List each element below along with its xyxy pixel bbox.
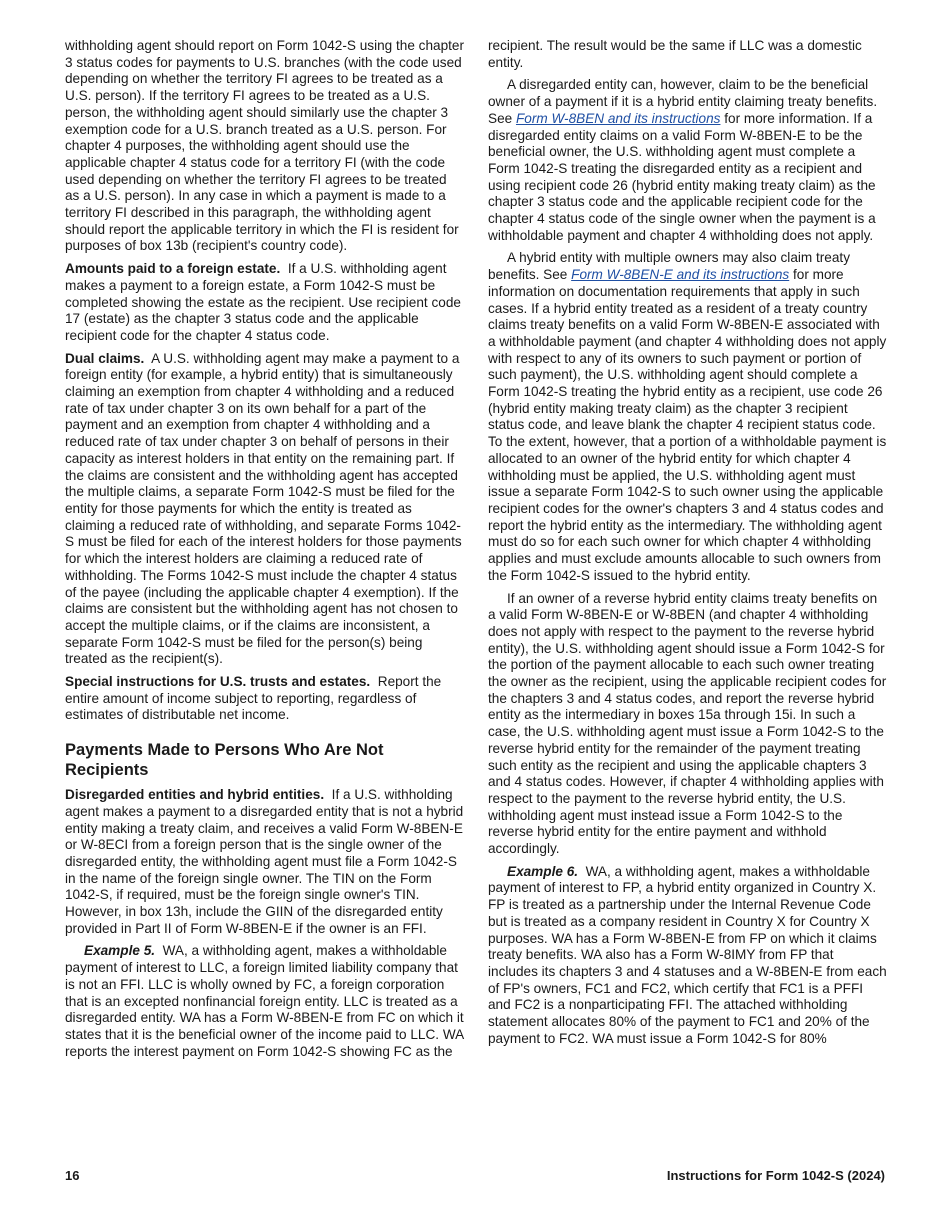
example-5-text: WA, a withholding agent, makes a withholdable payment of interest to LLC, a foreign limited liability company that is not an FFI. LLC is wholly owned by FC, a foreign corporation that is an excepted nonfinancial foreign entity. LLC is treated as a disregarded entity. WA has a Form W-8BEN-E from FC on which it states that it is the beneficial owner of the income paid to LLC. WA reports the interest payment on Form 1042-S showing FC as the bbox=[65, 943, 464, 1059]
disregarded-entities-paragraph bbox=[65, 787, 464, 937]
right-column bbox=[488, 38, 887, 1053]
hybrid-multiple-owners-text-b: for more information on documentation requirements that apply in such cases. If a hybrid entity treated as a resident of a treaty country claims treaty benefits on a valid Form W-8BEN-E associated with a withholdable payment (and chapter 4 withholding does not apply with respect to any of its owners to such payment or portion of such payment), the U.S. withholding agent should complete a Form 1042-S treating the hybrid entity as a recipient, use code 26 (hybrid entity making treaty claim) as the chapter 3 recipient status code, and leave blank the chapter 4 recipient status code. To the extent, however, that a portion of a withholdable payment is allocated to an owner of the hybrid entity for which chapter 4 withholding must be applied, the U.S. withholding agent must issue a separate Form 1042-S to such owner using the applicable recipient codes for the owner's chapters 3 and 4 status codes and report the hybrid entity as the intermediary. The withholding agent must do so for each such owner for which chapter 4 withholding applies and must exclude amounts allocable to such owners from the Form 1042-S issued to the hybrid entity. bbox=[488, 267, 887, 583]
hybrid-multiple-owners-text-a: A hybrid entity with multiple owners may also claim treaty benefits. See bbox=[488, 250, 850, 283]
section-heading: Payments Made to Persons Who Are Not Recipients bbox=[65, 741, 384, 780]
dual-claims-paragraph bbox=[65, 351, 464, 668]
form-title-footer: Instructions for Form 1042-S (2024) bbox=[666, 1168, 885, 1183]
left-column bbox=[65, 38, 464, 1066]
page-number: 16 bbox=[65, 1168, 80, 1183]
example-5-paragraph bbox=[65, 943, 464, 1060]
territory-fi-paragraph: withholding agent should report on Form 1042-S using the chapter 3 status codes for payments to U.S. branches (with the code used depending on whether the territory FI agrees to be treated as a U.S. person). If the territory FI agrees to be treated as a U.S. person, the withholding agent should similarly use the chapter 3 exemption code for a U.S. branch treated as a U.S. person. For chapter 4 purposes, the withholding agent should use the applicable chapter 4 status code for a territory FI (with the code used depending on whether the territory FI agrees to be treated as a U.S. person). In any case in which a payment is made to a territory FI described in this paragraph, the withholding agent should report the applicable territory in which the FI is resident for purposes of box 13b (recipient's country code). bbox=[65, 38, 464, 254]
disregarded-treaty-paragraph bbox=[488, 77, 887, 244]
form-w8ben-link[interactable]: Form W-8BEN and its instructions bbox=[515, 110, 721, 126]
example-6-label: Example 6. bbox=[507, 863, 579, 879]
trusts-estates-heading: Special instructions for U.S. trusts and estates. bbox=[65, 674, 371, 690]
disregarded-treaty-text-b: for more information. If a disregarded entity claims on a valid Form W-8BEN-E to be the beneficial owner, the U.S. withholding agent must complete a Form 1042-S treating the disregarded entity as a recipient and using recipient code 26 (hybrid entity making treaty claim) as the chapter 3 status code and the applicable recipient code for the chapter 4 status code of the single owner when the payment is a withholdable payment and chapter 4 withholding does not apply. bbox=[488, 110, 876, 243]
reverse-hybrid-paragraph: If an owner of a reverse hybrid entity claims treaty benefits on a valid Form W-8BEN-E or W-8BEN (and chapter 4 withholding does not apply with respect to the payment to the reverse hybrid entity), the U.S. withholding agent should issue a Form 1042-S for the portion of the payment allocable to each such owner treating the owner as the recipient, using the applicable recipient codes for the chapters 3 and 4 status codes, and report the reverse hybrid entity as the intermediary in boxes 15a through 15i. In such a case, the U.S. withholding agent must issue a Form 1042-S to the reverse hybrid entity for the remainder of the payment treating such entity as the recipient and using the applicable chapters 3 and 4 status codes. However, if chapter 4 withholding applies with respect to the payment to the reverse hybrid entity, the U.S. withholding agent must instead issue a Form 1042-S to the reverse hybrid entity for the entire payment and withhold accordingly. bbox=[488, 590, 887, 857]
foreign-estate-heading: Amounts paid to a foreign estate. bbox=[65, 261, 281, 277]
disregarded-treaty-text-a: A disregarded entity can, however, claim to be the beneficial owner of a payment if it is a hybrid entity claiming treaty benefits. See bbox=[488, 77, 878, 126]
dual-claims-heading: Dual claims. bbox=[65, 350, 145, 366]
disregarded-entities-text: If a U.S. withholding agent makes a payment to a disregarded entity that is not a hybrid entity making a treaty claim, and receives a valid Form W-8BEN-E or W-8ECI from a foreign person that is the single owner of the disregarded entity, the withholding agent must file a Form 1042-S in the name of the foreign single owner. The TIN on the Form 1042-S, if required, must be the foreign single owner's TIN. However, in box 13h, include the GIIN of the disregarded entity provided in Part II of Form W-8BEN-E if the owner is an FFI. bbox=[65, 787, 464, 936]
foreign-estate-text: If a U.S. withholding agent makes a payment to a foreign estate, a Form 1042-S must be completed showing the estate as the recipient. Use recipient code 17 (estate) as the chapter 3 status code and the applicable recipient code for the chapter 4 status code. bbox=[65, 261, 461, 343]
continuation-paragraph: recipient. The result would be the same if LLC was a domestic entity. bbox=[488, 38, 862, 70]
disregarded-entities-heading: Disregarded entities and hybrid entities. bbox=[65, 787, 325, 803]
example-5-label: Example 5. bbox=[84, 943, 156, 959]
trusts-estates-text: Report the entire amount of income subject to reporting, regardless of estimates of distributable net income. bbox=[65, 674, 442, 723]
example-6-text: WA, a withholding agent, makes a withholdable payment of interest to FP, a hybrid entity organized in Country X. FP is treated as a partnership under the Internal Revenue Code but is treated as a company resident in Country X for Country X purposes. WA has a Form W-8BEN-E from FP on which it claims treaty benefits. WA also has a Form W-8IMY from FP that includes its chapters 3 and 4 statuses and a W-8BEN-E from each of FP's owners, FC1 and FC2, which certify that FC1 is a PFFI and FC2 is a nonparticipating FFI. The attached withholding statement allocates 80% of the payment to FC1 and 20% of the payment to FC2. WA must issue a Form 1042-S for 80% bbox=[488, 863, 887, 1046]
example-6-paragraph bbox=[488, 864, 887, 1048]
form-w8ben-e-link[interactable]: Form W-8BEN-E and its instructions bbox=[571, 267, 790, 283]
hybrid-multiple-owners-paragraph bbox=[488, 250, 887, 584]
foreign-estate-paragraph bbox=[65, 261, 464, 345]
dual-claims-text: A U.S. withholding agent may make a payment to a foreign entity (for example, a hybrid entity) that is simultaneously claiming an exemption from chapter 4 withholding and a reduced rate of tax under chapter 3 on its own behalf for a part of the payment and an exemption from chapter 4 withholding and a reduced rate of tax under chapter 3 on behalf of persons in their capacity as interest holders in that entity on the remaining part. If the claims are consistent and the withholding agent has accepted the multiple claims, a separate Form 1042-S must be filed for the entity for those payments for which the entity is treated as claiming a reduced rate of withholding, and separate Forms 1042-S must be filed for each of the interest holders for those payments for which the interest holders are claiming a reduced rate of withholding. The Forms 1042-S must include the chapter 4 status of the payee (including the applicable chapter 4 exemption). If the claims are consistent but the withholding agent has not chosen to accept the multiple claims, or if the claims are inconsistent, a separate Form 1042-S must be filed for the person(s) being treated as the recipient(s). bbox=[65, 350, 462, 667]
trusts-estates-paragraph bbox=[65, 674, 464, 724]
